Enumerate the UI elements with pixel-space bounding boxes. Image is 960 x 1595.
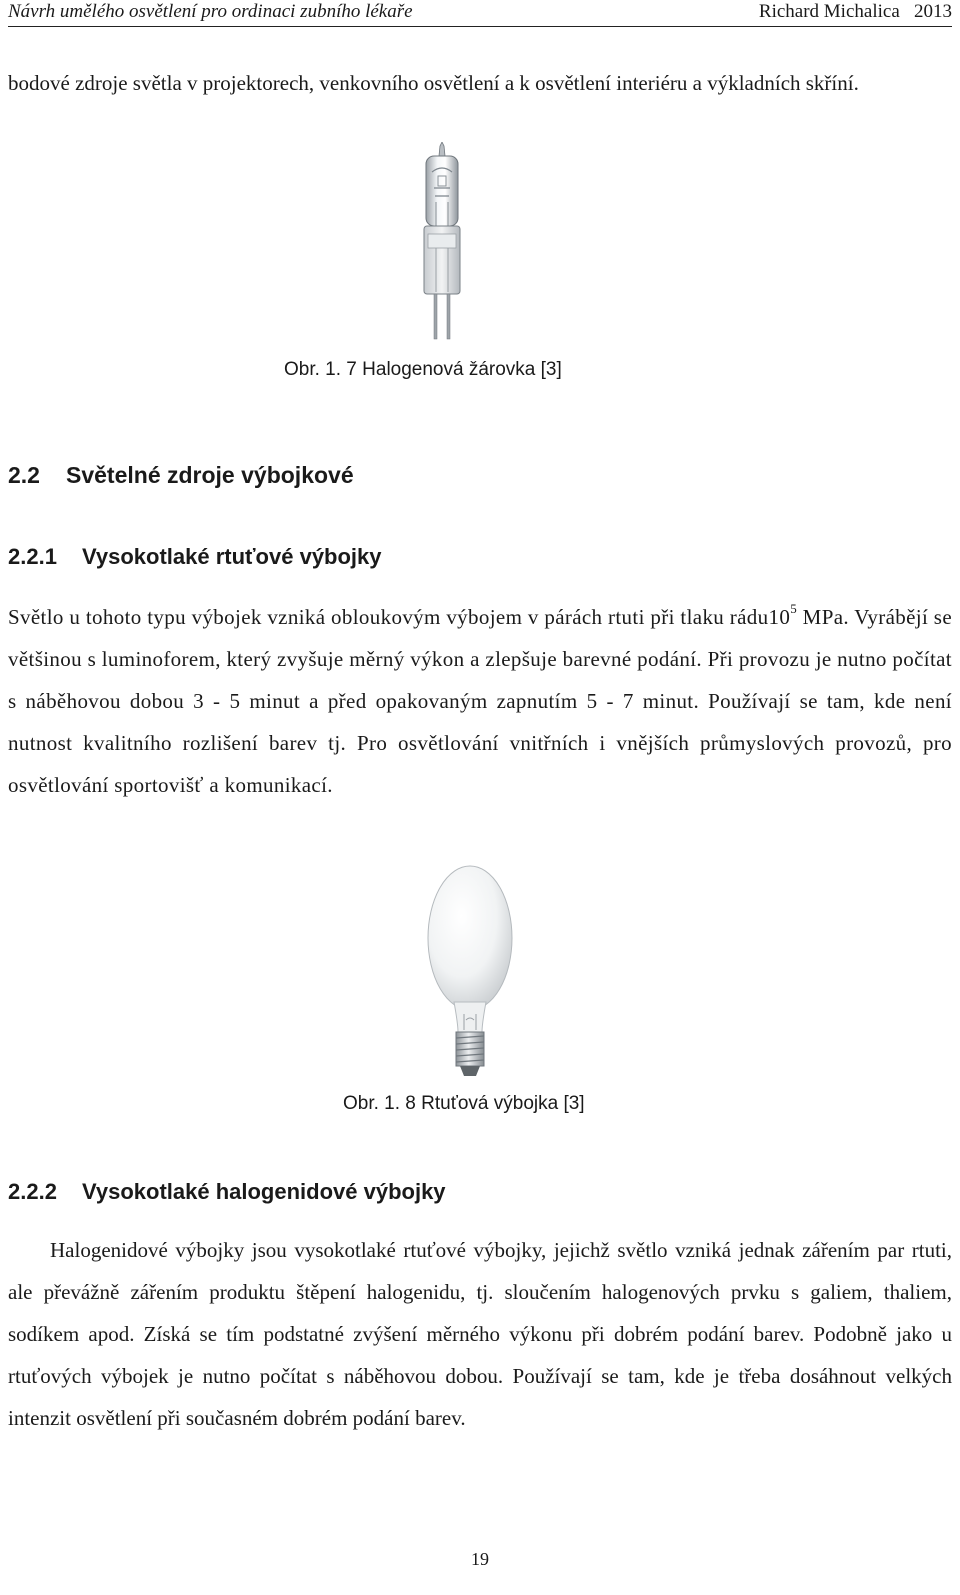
section-2-2-1-paragraph: Světlo u tohoto typu výbojek vzniká obloukovým výbojem v párách rtuti při tlaku $rádu10^5$ MPa. Vyrábějí se většinou s luminoforem, který zvyšuje měrný výkon a zlepšuje barevné podání. Při provozu je nutno počítat s náběhovou dobou 3 - 5 minut a před opakovaným zapnutím 5 - 7 minut. Používají se tam, kde není nutnost kvalitního rozlišení barev tj. Pro osvětlování vnitřních i vnějších průmyslových provozů, pro osvětlování sportovišť a komunikací. — [8, 601, 952, 797]
halogen-bulb-icon — [412, 142, 472, 342]
section-2-2-1-heading: 2.2.1 Vysokotlaké rtuťové výbojky — [8, 544, 382, 569]
header-author-year: Richard Michalica 2013 — [758, 1, 952, 22]
page-number: 19 — [471, 1549, 489, 1569]
intro-paragraph-container — [8, 62, 952, 104]
figure1-caption: Obr. 1. 7 Halogenová žárovka [3] — [284, 359, 562, 380]
figure2-caption: Obr. 1. 8 Rtuťová výbojka [3] — [343, 1093, 585, 1114]
header-title: Návrh umělého osvětlení pro ordinaci zubního lékaře — [8, 1, 413, 22]
section-2-2-2-paragraph-container — [8, 1229, 952, 1439]
section-2-2-1-paragraph-container — [8, 596, 952, 806]
exponent: 5 — [790, 601, 798, 616]
section-2-2-2-heading: 2.2.2 Vysokotlaké halogenidové výbojky — [8, 1179, 446, 1204]
mercury-lamp-icon — [420, 864, 520, 1080]
section-2-2-heading: 2.2 Světelné zdroje výbojkové — [8, 462, 354, 488]
intro-paragraph: bodové zdroje světla v projektorech, venkovního osvětlení a k osvětlení interiéru a výkladních skříní. — [8, 71, 859, 95]
section-2-2-2-paragraph: Halogenidové výbojky jsou vysokotlaké rtuťové výbojky, jejichž světlo vzniká jednak zářením par rtuti, ale převážně zářením produktu štěpení halogenidu, tj. sloučením halogenových prvku s galiem, thaliem, sodíkem apod. Získá se tím podstatné zvýšení měrného výkonu při dobrém podání barev. Podobně jako u rtuťových výbojek je nutno počítat s náběhovou dobou. Používají se tam, kde je třeba dosáhnout velkých intenzit osvětlení při současném dobrém podání barev. — [8, 1238, 952, 1430]
page-header — [8, 0, 952, 27]
